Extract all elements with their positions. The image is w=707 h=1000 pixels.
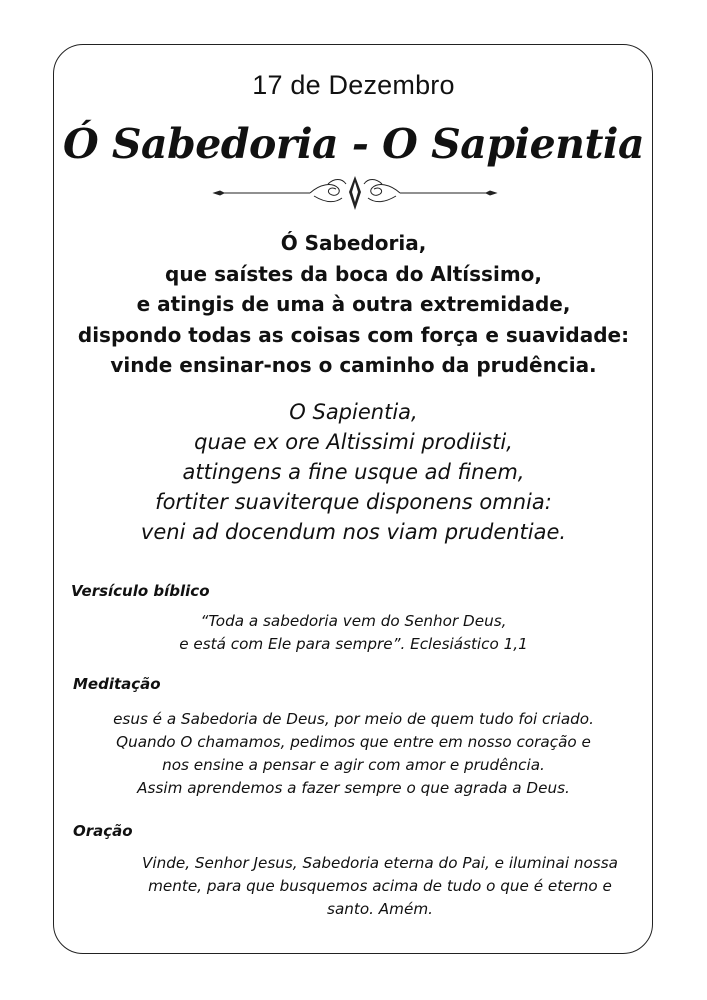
- antiphon-la-line: veni ad docendum nos viam prudentiae.: [140, 520, 567, 544]
- meditacao-line: Assim aprendemos a fazer sempre o que agrada a Deus.: [137, 779, 570, 797]
- flourish-divider-icon: [210, 172, 500, 214]
- antiphon-pt-line: vinde ensinar-nos o caminho da prudência.: [110, 353, 597, 377]
- oracao-heading: Oração: [73, 822, 133, 840]
- oracao-line: santo. Amém.: [327, 900, 433, 918]
- antiphon-la-line: quae ex ore Altissimi prodiisti,: [194, 430, 513, 454]
- oracao-text: [80, 852, 680, 921]
- versiculo-heading: Versículo bíblico: [71, 582, 210, 600]
- antiphon-latin: [0, 397, 707, 547]
- antiphon-pt-line: que saístes da boca do Altíssimo,: [165, 261, 542, 286]
- antiphon-la-line: O Sapientia,: [289, 400, 418, 424]
- antiphon-pt-line: Ó Sabedoria,: [280, 231, 427, 255]
- antiphon-portuguese: [0, 228, 707, 381]
- meditacao-line: esus é a Sabedoria de Deus, por meio de quem tudo foi criado.: [113, 710, 594, 728]
- date-label: 17 de Dezembro: [252, 70, 455, 100]
- antiphon-pt-line: dispondo todas as coisas com força e suavidade:: [77, 322, 630, 347]
- meditacao-text: [0, 708, 707, 800]
- versiculo-line: “Toda a sabedoria vem do Senhor Deus,: [200, 612, 507, 630]
- oracao-line: mente, para que busquemos acima de tudo o que é eterno e: [148, 877, 612, 895]
- versiculo-line: e está com Ele para sempre”. Eclesiástico 1,1: [179, 635, 528, 653]
- versiculo-text: [0, 610, 707, 656]
- meditacao-heading: Meditação: [73, 675, 161, 693]
- meditacao-line: Quando O chamamos, pedimos que entre em nosso coração e: [116, 733, 591, 751]
- meditacao-line: nos ensine a pensar e agir com amor e prudência.: [162, 756, 545, 774]
- antiphon-la-line: attingens a fine usque ad finem,: [182, 460, 525, 484]
- oracao-line: Vinde, Senhor Jesus, Sabedoria eterna do Pai, e iluminai nossa: [142, 854, 618, 872]
- antiphon-la-line: fortiter suaviterque disponens omnia:: [155, 490, 552, 514]
- antiphon-pt-line: e atingis de uma à outra extremidade,: [136, 292, 571, 316]
- page-title: Ó Sabedoria - O Sapientia: [62, 120, 645, 168]
